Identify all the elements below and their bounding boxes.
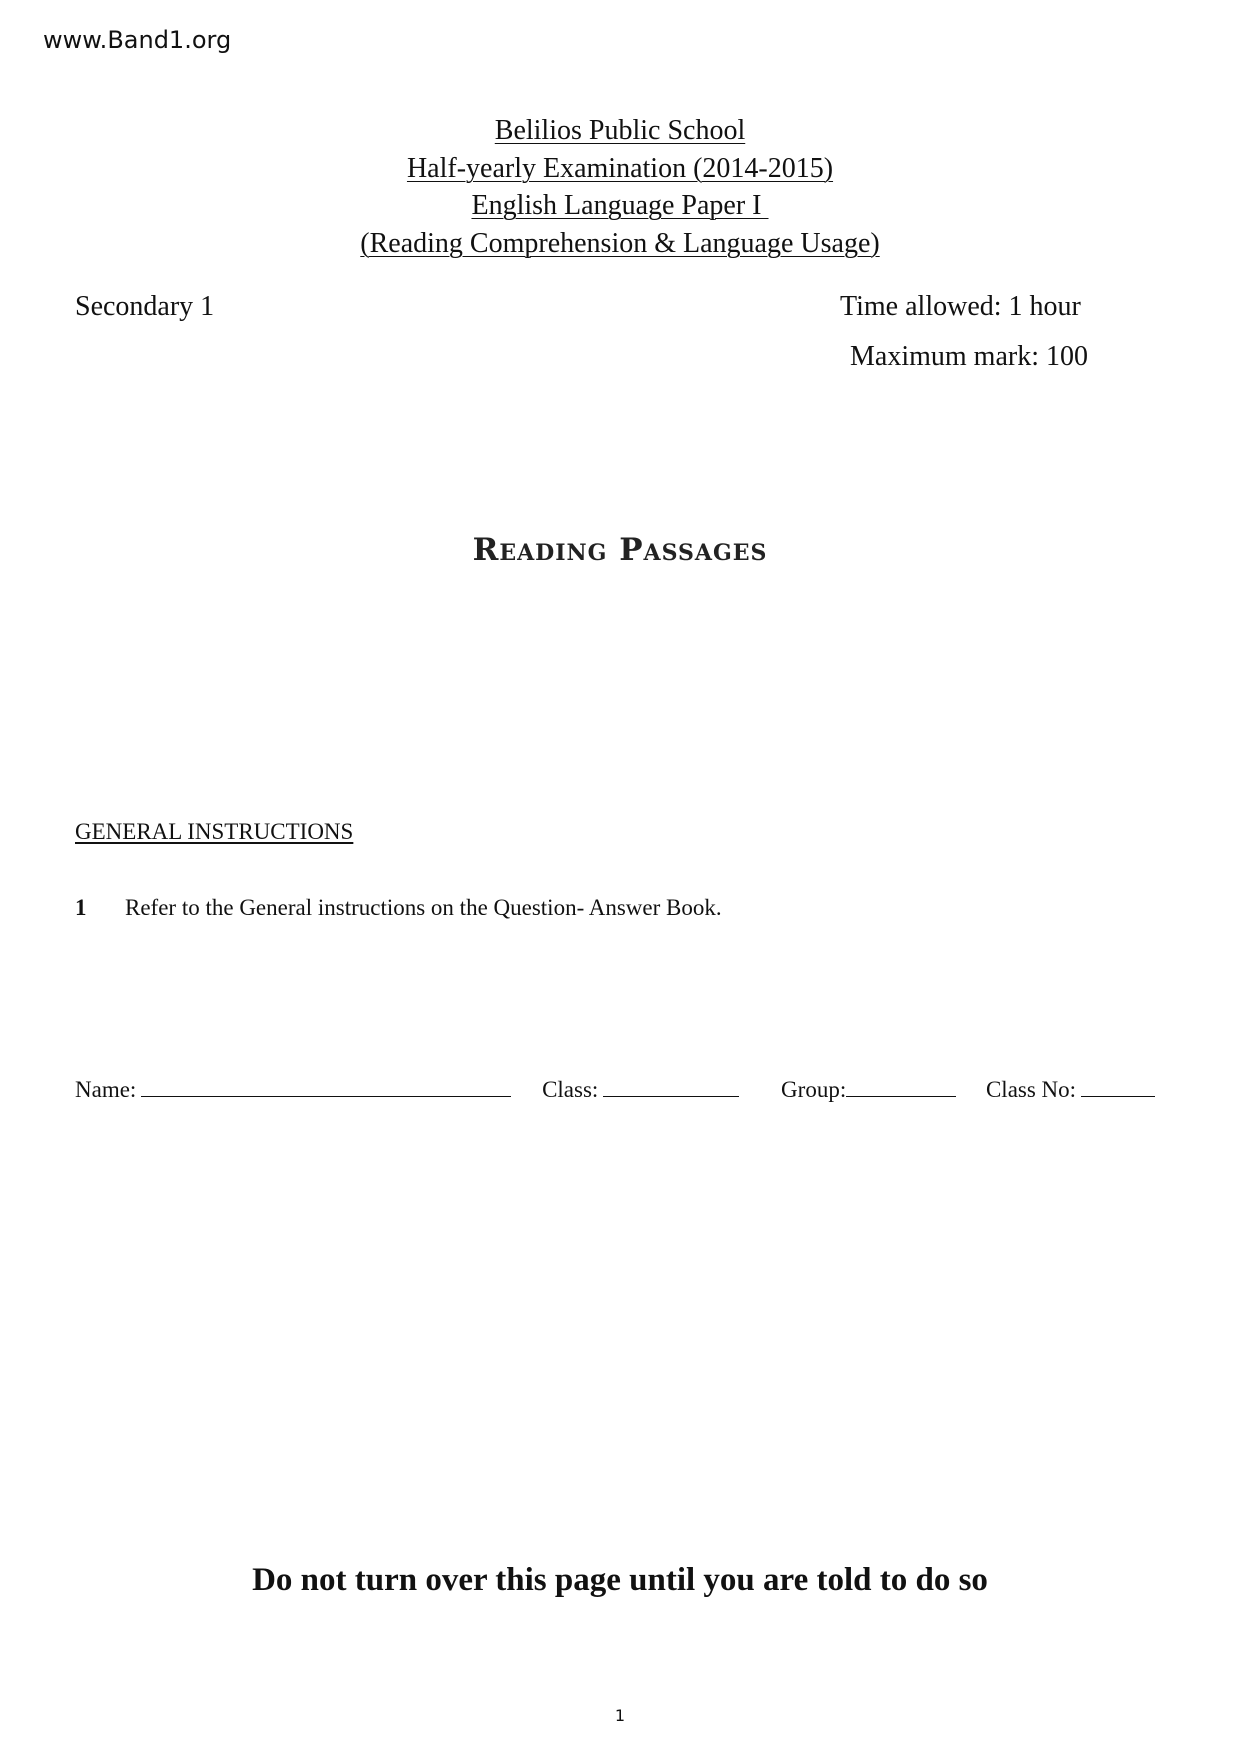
paper-subtitle: (Reading Comprehension & Language Usage) xyxy=(360,227,880,259)
school-name: Belilios Public School xyxy=(494,115,746,146)
class-label: Class: xyxy=(542,1077,599,1102)
instruction-number: 1 xyxy=(75,895,87,920)
instructions-heading: GENERAL INSTRUCTIONS xyxy=(75,819,354,844)
group-label: Group: xyxy=(781,1077,847,1102)
exam-title: Half-yearly Examination (2014-2015) xyxy=(406,152,834,184)
paper-title: English Language Paper I xyxy=(471,190,769,221)
watermark-url: www.Band1.org xyxy=(43,26,232,54)
class-no-label: Class No: xyxy=(985,1077,1077,1102)
page-number: 1 xyxy=(614,1706,626,1725)
name-field xyxy=(75,1076,511,1103)
student-info-row xyxy=(75,1076,1155,1103)
section-title: Reading Passages xyxy=(472,532,768,568)
instruction-text: Refer to the General instructions on the Question- Answer Book. xyxy=(125,895,722,920)
class-field xyxy=(542,1076,739,1103)
name-blank[interactable] xyxy=(141,1076,511,1097)
class-no-field xyxy=(986,1076,1155,1103)
class-no-blank[interactable] xyxy=(1081,1076,1155,1097)
form-level: Secondary 1 xyxy=(75,291,215,322)
do-not-turn-warning: Do not turn over this page until you are told to do so xyxy=(252,1562,988,1598)
exam-header xyxy=(0,112,1240,262)
class-blank[interactable] xyxy=(603,1076,739,1097)
group-field xyxy=(781,1076,956,1103)
group-blank[interactable] xyxy=(846,1076,956,1097)
maximum-mark: Maximum mark: 100 xyxy=(850,341,1088,372)
name-label: Name: xyxy=(75,1077,137,1102)
time-allowed: Time allowed: 1 hour xyxy=(840,291,1081,322)
